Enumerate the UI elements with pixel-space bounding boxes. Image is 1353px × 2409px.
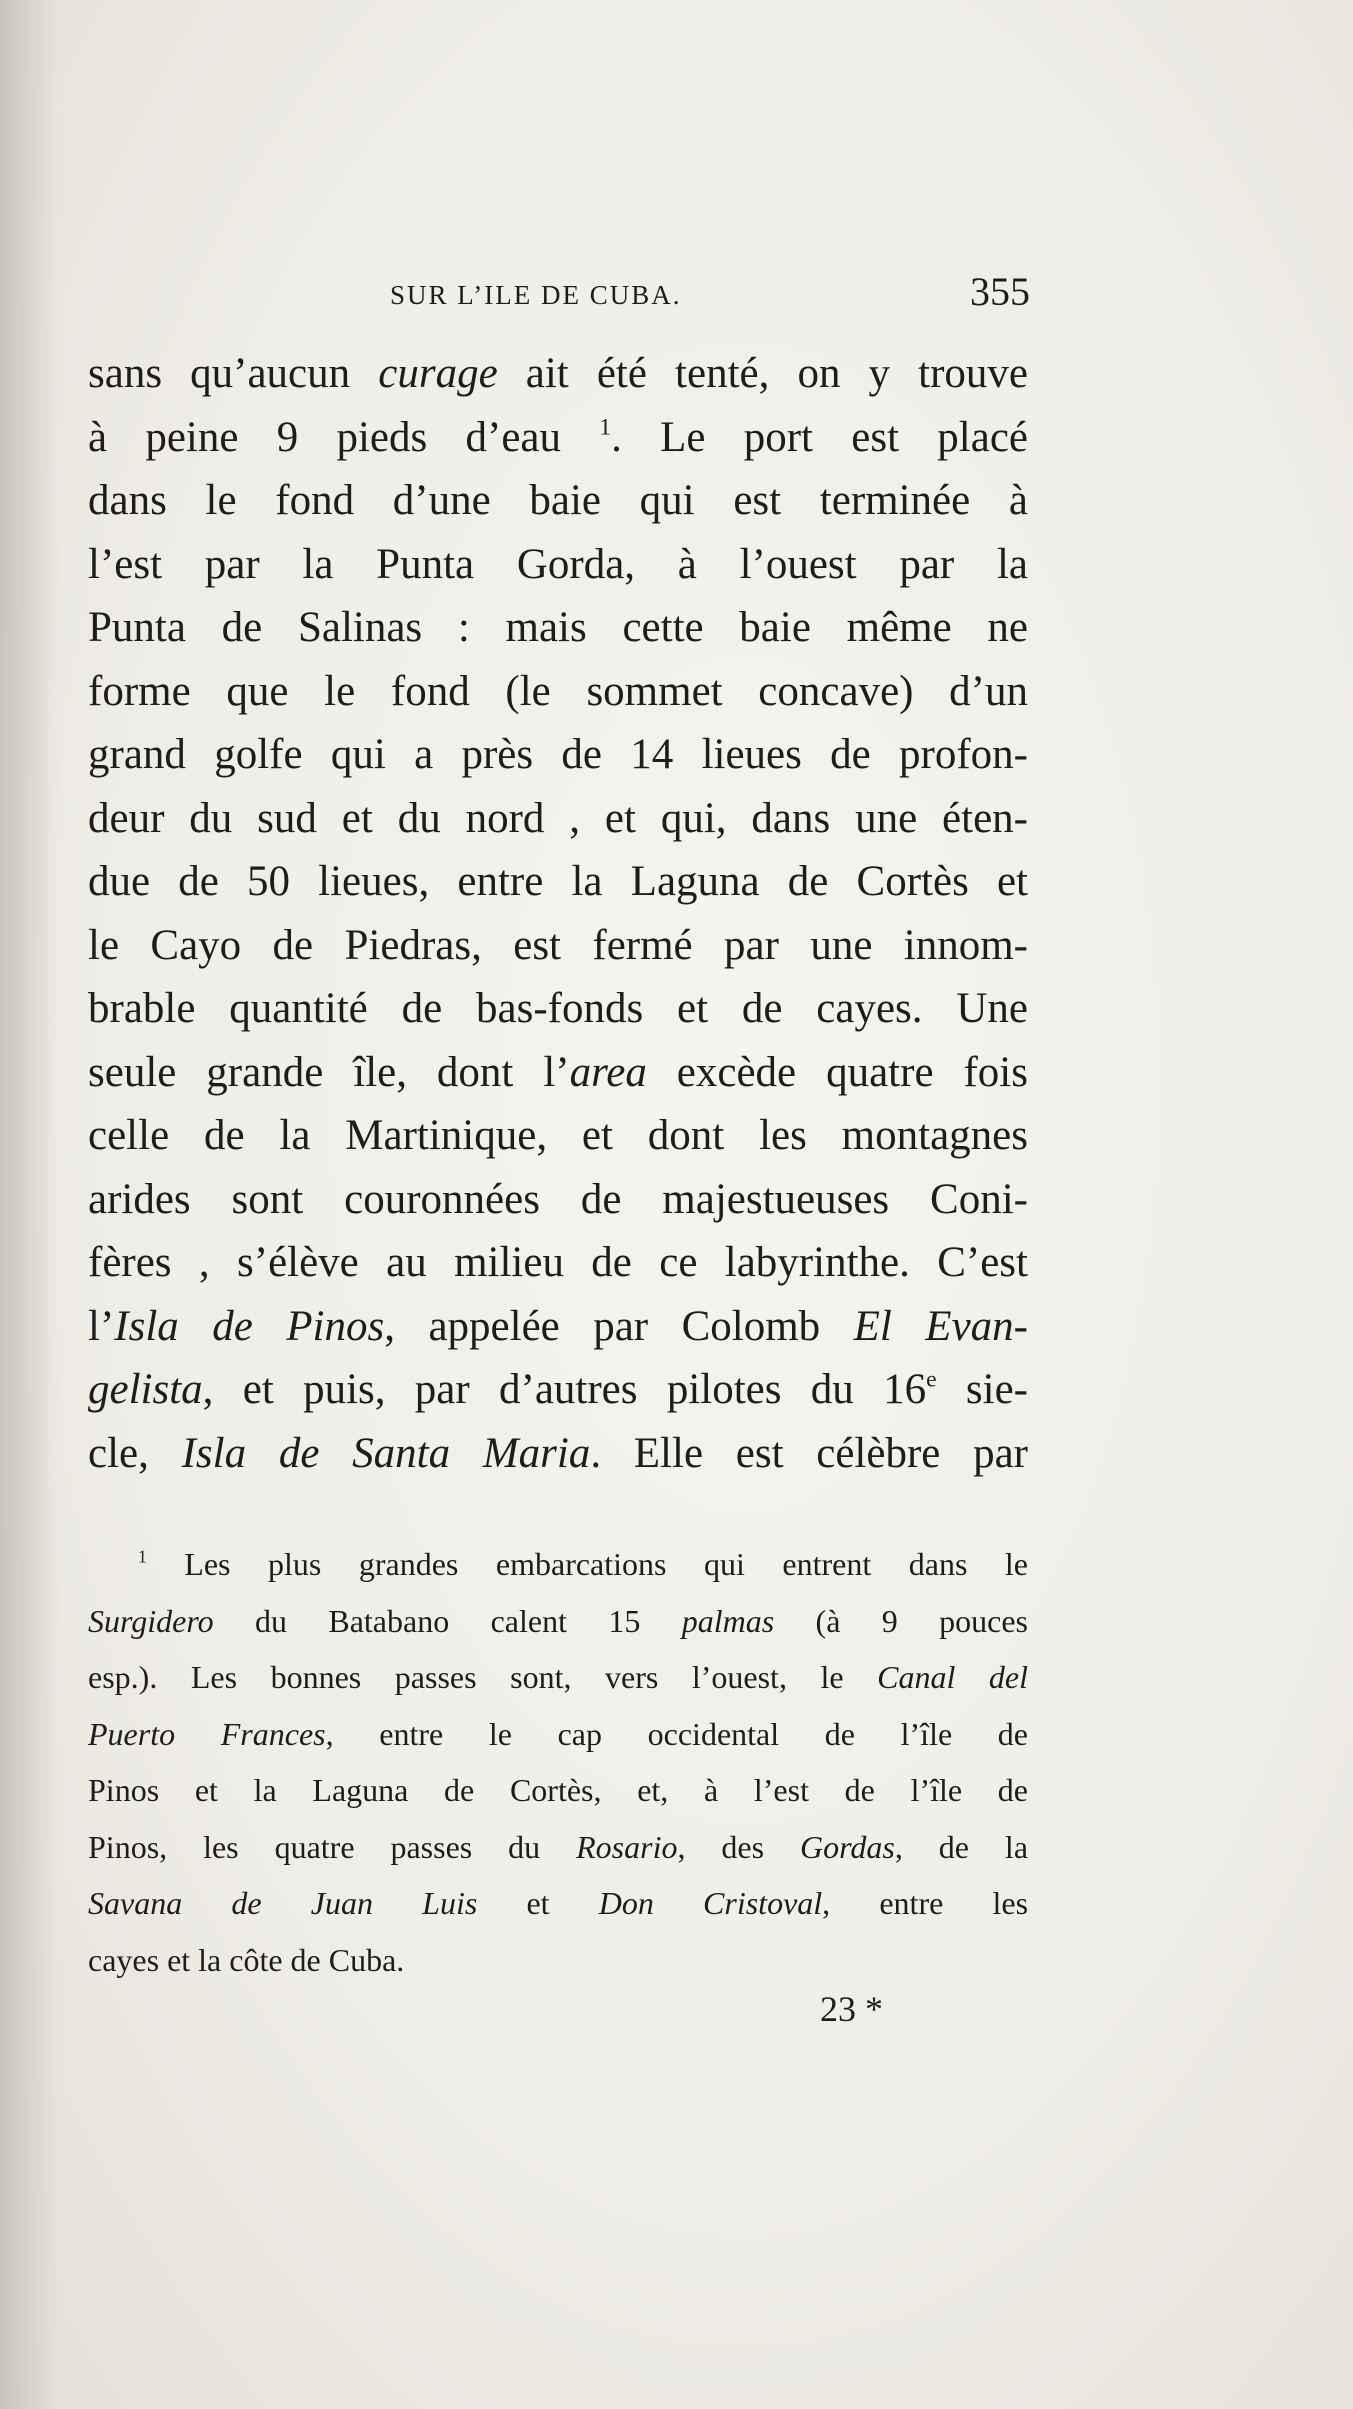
- italic-text: Don Cristoval: [598, 1885, 823, 1921]
- text-line: [88, 469, 1028, 533]
- footnotes: [88, 1536, 1028, 1988]
- text-segment: Pinos et la Laguna de Cortès, et, à l’est de l’île de: [88, 1772, 1028, 1808]
- text-segment: , entre les: [822, 1885, 1029, 1921]
- italic-text: Gordas: [800, 1828, 895, 1865]
- italic-text: Isla de Pinos: [114, 1302, 385, 1350]
- text-segment: excède quatre fois: [646, 1048, 1028, 1096]
- page-number: 355: [970, 269, 1030, 314]
- text-segment: arides sont couronnées de majestueuses Coni-: [88, 1175, 1028, 1223]
- text-segment: le Cayo de Piedras, est fermé par une innom-: [88, 921, 1028, 969]
- footnote-line: [88, 1875, 1028, 1932]
- text-segment: dans le fond d’une baie qui est terminée à: [88, 477, 1028, 524]
- italic-text: area: [569, 1048, 647, 1096]
- footnote-line: [88, 1762, 1028, 1819]
- text-segment: forme que le fond (le sommet concave) d’un: [88, 667, 1028, 715]
- footnote-line: [88, 1649, 1028, 1706]
- text-segment: , des: [677, 1828, 801, 1865]
- text-segment: l’est par la Punta Gorda, à l’ouest par la: [88, 540, 1028, 588]
- italic-text: gelista: [88, 1366, 203, 1413]
- gutter-shadow: [0, 0, 60, 2409]
- italic-text: Rosario: [576, 1828, 678, 1865]
- text-segment: celle de la Martinique, et dont les montagnes: [88, 1112, 1028, 1159]
- text-segment: (à 9 pouces: [774, 1602, 1029, 1639]
- text-segment: fères , s’élève au milieu de ce labyrinthe. C’est: [88, 1239, 1028, 1286]
- text-segment: cle,: [88, 1429, 182, 1477]
- text-segment: , appelée par Colomb: [384, 1302, 854, 1350]
- italic-text: Isla de Santa Maria: [181, 1429, 591, 1477]
- text-line: [88, 1168, 1028, 1232]
- text-line: [88, 406, 1028, 470]
- running-title: SUR L’ILE DE CUBA.: [390, 280, 682, 310]
- footnote-line: [88, 1932, 1028, 1989]
- text-segment: seule grande île, dont l’: [88, 1048, 570, 1096]
- text-segment: deur du sud et du nord , et qui, dans une éten-: [88, 794, 1028, 842]
- note-reference: 1: [599, 413, 612, 440]
- text-line: [88, 1231, 1028, 1295]
- text-segment: brable quantité de bas-fonds et de cayes. Une: [88, 985, 1028, 1032]
- text-segment: et: [477, 1885, 599, 1921]
- footnote-line: [88, 1706, 1028, 1763]
- italic-text: Canal del: [877, 1659, 1029, 1695]
- text-line: [88, 1358, 1028, 1422]
- text-line: [88, 342, 1028, 406]
- italic-text: Savana de Juan Luis: [88, 1885, 478, 1921]
- text-segment: du Batabano calent 15: [213, 1602, 682, 1639]
- text-segment: à peine 9 pieds d’eau: [88, 413, 600, 461]
- note-reference: e: [926, 1366, 937, 1393]
- text-segment: . Elle est célèbre par: [590, 1429, 1028, 1477]
- text-line: [88, 596, 1028, 660]
- text-line: [88, 723, 1028, 787]
- text-segment: , de la: [894, 1828, 1029, 1865]
- text-segment: Pinos, les quatre passes du: [88, 1828, 577, 1865]
- text-segment: l’: [88, 1302, 115, 1350]
- footnote-line: [88, 1536, 1028, 1593]
- footnote-line: [88, 1819, 1028, 1876]
- body-paragraph: [88, 342, 1028, 1485]
- text-segment: grand golfe qui a près de 14 lieues de profon-: [88, 731, 1028, 778]
- italic-text: palmas: [681, 1602, 775, 1639]
- text-line: [88, 1295, 1028, 1359]
- text-line: [88, 1041, 1028, 1105]
- text-segment: Punta de Salinas : mais cette baie même ne: [88, 604, 1028, 651]
- italic-text: curage: [378, 350, 498, 397]
- text-segment: sans qu’aucun: [88, 350, 379, 397]
- footnote-line: [88, 1593, 1028, 1650]
- text-segment: , et puis, par d’autres pilotes du 16: [202, 1366, 927, 1413]
- italic-text: El Evan-: [853, 1302, 1028, 1350]
- text-segment: esp.). Les bonnes passes sont, vers l’ouest, le: [88, 1659, 878, 1695]
- text-segment: ait été tenté, on y trouve: [497, 350, 1029, 397]
- text-line: [88, 660, 1028, 724]
- text-segment: sie-: [936, 1366, 1028, 1413]
- signature-mark: 23 *: [820, 1989, 883, 2029]
- text-segment: cayes et la côte de Cuba.: [88, 1941, 405, 1978]
- note-reference: 1: [138, 1546, 147, 1567]
- text-line: [88, 533, 1028, 597]
- text-line: [88, 787, 1028, 851]
- text-segment: , entre le cap occidental de l’île de: [325, 1715, 1029, 1752]
- running-head: [390, 268, 1030, 318]
- text-segment: Les plus grandes embarcations qui entrent dans le: [146, 1546, 1028, 1582]
- text-line: [88, 914, 1028, 978]
- italic-text: Surgidero: [88, 1602, 214, 1639]
- text-line: [88, 977, 1028, 1041]
- text-segment: . Le port est placé: [611, 413, 1028, 461]
- text-line: [88, 850, 1028, 914]
- text-line: [88, 1422, 1028, 1486]
- text-line: [88, 1104, 1028, 1168]
- italic-text: Puerto Frances: [88, 1715, 326, 1752]
- text-segment: due de 50 lieues, entre la Laguna de Cortès et: [88, 858, 1028, 905]
